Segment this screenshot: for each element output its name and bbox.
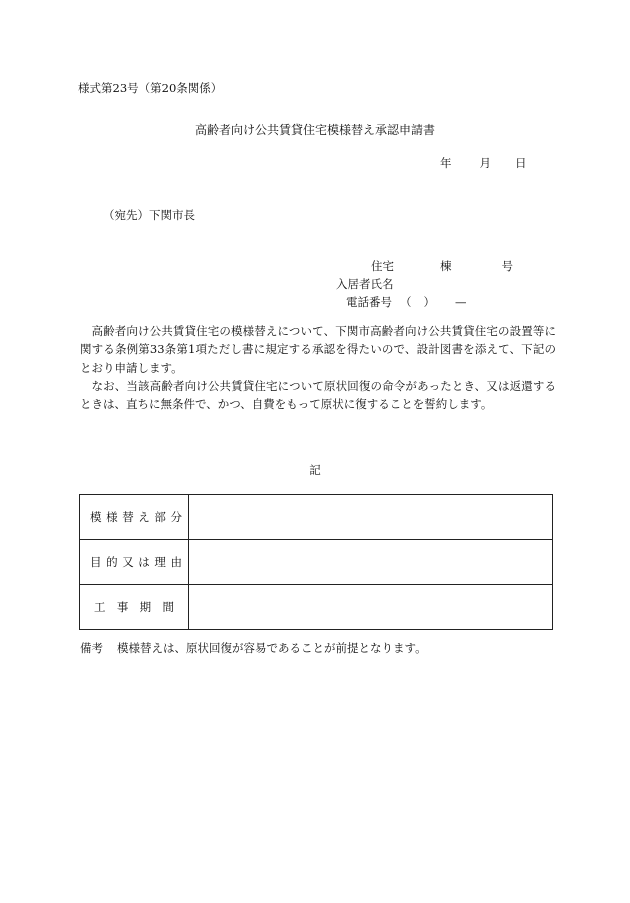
phone-line [346, 294, 467, 310]
phone-open-paren: （ [400, 295, 412, 309]
date-year-label: 年 [440, 156, 452, 170]
table-row [80, 495, 553, 540]
document-title: 高齢者向け公共賃貸住宅模様替え承認申請書 [194, 123, 435, 137]
form-number: 様式第23号（第20条関係） [78, 81, 223, 95]
body-text [80, 322, 556, 413]
remarks-heading: 備考 [80, 641, 103, 655]
remarks [80, 640, 427, 656]
residence-label: 住宅 [371, 259, 394, 273]
building-label: 棟 [440, 259, 452, 273]
resident-name-line [336, 276, 394, 292]
row-label-modification-part: 模 様 替 え 部 分 [80, 495, 189, 540]
unit-label: 号 [501, 259, 513, 273]
phone-label: 電話番号 [346, 295, 392, 309]
body-paragraph-2: なお、当該高齢者向け公共賃貸住宅について原状回復の命令があったとき、又は返還するときは、直ちに無条件で、かつ、自費をもって原状に復することを誓約します。 [80, 378, 556, 412]
purpose-reason-field[interactable] [189, 540, 553, 585]
date-month-label: 月 [479, 156, 491, 170]
row-label-purpose-reason: 目 的 又 は 理 由 [80, 540, 189, 585]
addressee: （宛先）下関市長 [103, 208, 195, 222]
resident-name-label: 入居者氏名 [336, 277, 394, 291]
row-label-construction-period: 工 事 期 間 [80, 585, 189, 630]
table-row [80, 540, 553, 585]
date-line [440, 155, 527, 171]
date-day-label: 日 [515, 156, 527, 170]
modification-part-field[interactable] [189, 495, 553, 540]
remarks-text: 模様替えは、原状回復が容易であることが前提となります。 [117, 641, 427, 655]
phone-close-paren: ） [423, 295, 435, 309]
phone-dash: — [455, 295, 467, 309]
table-row [80, 585, 553, 630]
construction-period-field[interactable] [189, 585, 553, 630]
residence-line [371, 258, 513, 274]
body-paragraph-1: 高齢者向け公共賃貸住宅の模様替えについて、下関市高齢者向け公共賃貸住宅の設置等に関する条例第33条第1項ただし書に規定する承認を得たいので、設計図書を添えて、下記のとおり申請します。 [80, 324, 556, 375]
details-table [79, 494, 553, 630]
ki-heading: 記 [309, 463, 321, 477]
